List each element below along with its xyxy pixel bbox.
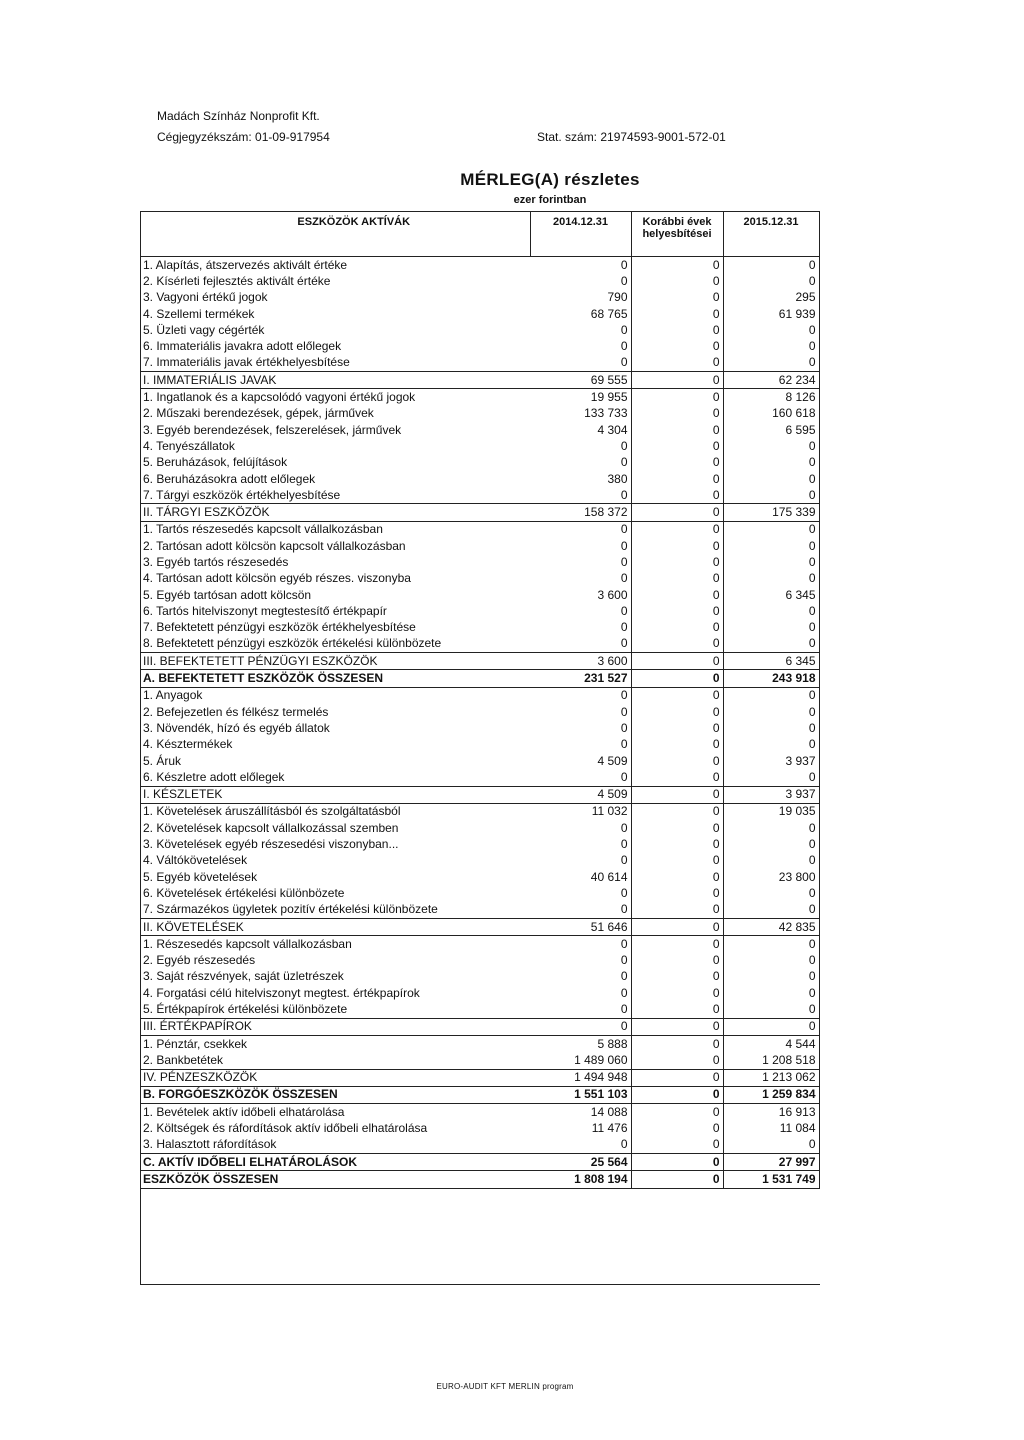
- table-row: [141, 1052, 819, 1069]
- row-label: 1. Ingatlanok és a kapcsolódó vagyoni értékű jogok: [143, 390, 416, 405]
- value-2014: 69 555: [530, 372, 631, 389]
- value-adjustment: 0: [631, 290, 723, 306]
- value-2015: 1 213 062: [723, 1069, 819, 1086]
- value-2015: 4 544: [723, 1035, 819, 1052]
- row-label: 6. Tartós hitelviszonyt megtestesítő értékpapír: [143, 603, 387, 618]
- table-row: [141, 587, 819, 603]
- value-2014: 0: [530, 438, 631, 454]
- value-2015: 0: [723, 985, 819, 1001]
- row-label: 7. Származékos ügyletek pozitív értékelési különbözete: [143, 902, 438, 917]
- value-adjustment: 0: [631, 322, 723, 338]
- value-2015: 0: [723, 952, 819, 968]
- value-2014: 0: [530, 636, 631, 653]
- value-adjustment: 0: [631, 1086, 723, 1103]
- table-row: [141, 704, 819, 720]
- value-2014: 0: [530, 521, 631, 538]
- row-label: 5. Áruk: [143, 753, 182, 768]
- value-2014: 19 955: [530, 389, 631, 406]
- row-label: 6. Beruházásokra adott előlegek: [143, 471, 316, 486]
- value-adjustment: 0: [631, 836, 723, 852]
- table-row: [141, 438, 819, 454]
- row-label: 4. Tartósan adott kölcsön egyéb részes. viszonyba: [143, 571, 411, 586]
- value-2015: 0: [723, 969, 819, 985]
- table-row: [141, 406, 819, 422]
- value-2015: 0: [723, 885, 819, 901]
- value-2015: 16 913: [723, 1104, 819, 1121]
- value-adjustment: 0: [631, 1018, 723, 1035]
- row-label: II. KÖVETELÉSEK: [141, 918, 530, 935]
- row-label: 4. Forgatási célú hitelviszonyt megtest. értékpapírok: [143, 985, 420, 1000]
- value-2014: 0: [530, 704, 631, 720]
- value-2014: 1 494 948: [530, 1069, 631, 1086]
- value-2014: 0: [530, 257, 631, 274]
- value-adjustment: 0: [631, 753, 723, 769]
- value-adjustment: 0: [631, 1137, 723, 1154]
- row-label: 5. Értékpapírok értékelési különbözete: [143, 1002, 348, 1016]
- value-2015: 3 937: [723, 753, 819, 769]
- table-row: [141, 1035, 819, 1052]
- value-2015: 0: [723, 704, 819, 720]
- value-2014: 231 527: [530, 670, 631, 687]
- table-row: [141, 636, 819, 653]
- footer-program: EURO-AUDIT KFT MERLIN program: [436, 1382, 574, 1391]
- value-adjustment: 0: [631, 338, 723, 354]
- value-adjustment: 0: [631, 1120, 723, 1136]
- table-row: [141, 969, 819, 985]
- value-adjustment: 0: [631, 521, 723, 538]
- table-row: [141, 1137, 819, 1154]
- value-2014: 0: [530, 620, 631, 636]
- row-label: 2. Tartósan adott kölcsön kapcsolt vállalkozásban: [143, 538, 406, 553]
- table-row: [141, 820, 819, 836]
- row-label: 1. Alapítás, átszervezés aktivált értéke: [143, 257, 348, 272]
- value-2014: 0: [530, 273, 631, 289]
- value-2014: 0: [530, 885, 631, 901]
- row-label: III. BEFEKTETETT PÉNZÜGYI ESZKÖZÖK: [141, 653, 530, 670]
- row-label: 3. Követelések egyéb részesedési viszonyban...: [143, 837, 399, 852]
- row-label: 3. Vagyoni értékű jogok: [143, 290, 268, 305]
- row-label: 2. Kísérleti fejlesztés aktivált értéke: [143, 273, 331, 288]
- table-row: [141, 985, 819, 1001]
- row-label: B. FORGÓESZKÖZÖK ÖSSZESEN: [141, 1086, 530, 1103]
- table-row: [141, 554, 819, 570]
- value-2015: 0: [723, 487, 819, 504]
- total-row: [141, 1171, 819, 1188]
- row-label: 1. Anyagok: [143, 688, 203, 703]
- value-adjustment: 0: [631, 1035, 723, 1052]
- value-2014: 158 372: [530, 504, 631, 521]
- value-2015: 3 937: [723, 786, 819, 803]
- row-label: 5. Egyéb követelések: [143, 869, 258, 884]
- row-label: 3. Halasztott ráfordítások: [143, 1137, 277, 1152]
- row-label: 4. Tenyészállatok: [143, 438, 235, 453]
- subtotal-row: [141, 372, 819, 389]
- value-adjustment: 0: [631, 1001, 723, 1018]
- row-label: 8. Befektetett pénzügyi eszközök értékelési különbözete: [143, 636, 442, 651]
- table-row: [141, 885, 819, 901]
- value-2015: 0: [723, 1018, 819, 1035]
- value-adjustment: 0: [631, 422, 723, 438]
- table-row: [141, 869, 819, 885]
- value-2015: 0: [723, 355, 819, 372]
- value-2015: 0: [723, 620, 819, 636]
- value-2014: 0: [530, 936, 631, 953]
- value-2014: 0: [530, 836, 631, 852]
- value-2014: 14 088: [530, 1104, 631, 1121]
- value-2015: 0: [723, 521, 819, 538]
- value-2015: 0: [723, 338, 819, 354]
- value-adjustment: 0: [631, 918, 723, 935]
- value-2015: 0: [723, 603, 819, 619]
- value-2014: 11 476: [530, 1120, 631, 1136]
- table-row: [141, 257, 819, 274]
- table-row: [141, 355, 819, 372]
- value-2014: 0: [530, 538, 631, 554]
- value-2014: 4 509: [530, 786, 631, 803]
- value-2014: 5 888: [530, 1035, 631, 1052]
- column-header-adjustments: Korábbi évek helyesbítései: [631, 212, 723, 257]
- table-row: [141, 1001, 819, 1018]
- table-row: [141, 471, 819, 487]
- value-adjustment: 0: [631, 653, 723, 670]
- value-adjustment: 0: [631, 704, 723, 720]
- value-adjustment: 0: [631, 355, 723, 372]
- value-2015: 0: [723, 737, 819, 753]
- row-label: 3. Egyéb tartós részesedés: [143, 554, 289, 569]
- value-adjustment: 0: [631, 687, 723, 704]
- value-2015: 42 835: [723, 918, 819, 935]
- column-header-current-year: 2015.12.31: [723, 212, 819, 257]
- value-2015: 295: [723, 290, 819, 306]
- value-2015: 0: [723, 273, 819, 289]
- value-2015: 0: [723, 257, 819, 274]
- table-row: [141, 803, 819, 820]
- value-adjustment: 0: [631, 1052, 723, 1069]
- row-label: 2. Műszaki berendezések, gépek, járművek: [143, 406, 374, 421]
- value-adjustment: 0: [631, 306, 723, 322]
- value-adjustment: 0: [631, 985, 723, 1001]
- table-row: [141, 322, 819, 338]
- row-label: IV. PÉNZESZKÖZÖK: [141, 1069, 530, 1086]
- value-2014: 0: [530, 554, 631, 570]
- total-row: [141, 1086, 819, 1103]
- row-label: 6. Követelések értékelési különbözete: [143, 885, 345, 900]
- value-adjustment: 0: [631, 670, 723, 687]
- value-2014: 51 646: [530, 918, 631, 935]
- table-header-row: [141, 212, 819, 257]
- row-label: 1. Bevételek aktív időbeli elhatárolása: [143, 1104, 345, 1119]
- table-row: [141, 455, 819, 471]
- value-2015: 6 595: [723, 422, 819, 438]
- value-2014: 790: [530, 290, 631, 306]
- value-2014: 0: [530, 338, 631, 354]
- document-title: MÉRLEG(A) részletes: [460, 170, 640, 189]
- value-adjustment: 0: [631, 538, 723, 554]
- value-2014: 4 509: [530, 753, 631, 769]
- value-adjustment: 0: [631, 902, 723, 919]
- value-2015: 19 035: [723, 803, 819, 820]
- value-2014: 3 600: [530, 653, 631, 670]
- value-2014: 0: [530, 487, 631, 504]
- value-adjustment: 0: [631, 587, 723, 603]
- value-2014: 133 733: [530, 406, 631, 422]
- value-adjustment: 0: [631, 487, 723, 504]
- value-2015: 0: [723, 1001, 819, 1018]
- subtotal-row: [141, 504, 819, 521]
- value-2015: 8 126: [723, 389, 819, 406]
- table-row: [141, 936, 819, 953]
- value-2014: 380: [530, 471, 631, 487]
- value-2014: 4 304: [530, 422, 631, 438]
- value-2015: 0: [723, 571, 819, 587]
- table-row: [141, 952, 819, 968]
- row-label: A. BEFEKTETETT ESZKÖZÖK ÖSSZESEN: [141, 670, 530, 687]
- table-row: [141, 620, 819, 636]
- value-2014: 0: [530, 720, 631, 736]
- row-label: 4. Szellemi termékek: [143, 306, 255, 321]
- value-2015: 1 208 518: [723, 1052, 819, 1069]
- value-2015: 6 345: [723, 653, 819, 670]
- value-2014: 3 600: [530, 587, 631, 603]
- table-row: [141, 769, 819, 786]
- value-adjustment: 0: [631, 603, 723, 619]
- value-2014: 0: [530, 571, 631, 587]
- column-header-assets: ESZKÖZÖK AKTÍVÁK: [141, 212, 530, 257]
- value-2015: 175 339: [723, 504, 819, 521]
- table-row: [141, 603, 819, 619]
- subtotal-row: [141, 1069, 819, 1086]
- value-2015: 0: [723, 1137, 819, 1154]
- total-row: [141, 1154, 819, 1171]
- value-adjustment: 0: [631, 554, 723, 570]
- value-2015: 0: [723, 902, 819, 919]
- table-row: [141, 687, 819, 704]
- table-body: [141, 257, 819, 1189]
- value-adjustment: 0: [631, 936, 723, 953]
- value-adjustment: 0: [631, 1069, 723, 1086]
- row-label: 5. Beruházások, felújítások: [143, 455, 288, 470]
- table-row: [141, 1120, 819, 1136]
- value-2014: 0: [530, 853, 631, 869]
- value-2014: 1 551 103: [530, 1086, 631, 1103]
- value-2014: 68 765: [530, 306, 631, 322]
- table-row: [141, 737, 819, 753]
- total-row: [141, 670, 819, 687]
- row-label: 5. Üzleti vagy cégérték: [143, 322, 265, 337]
- row-label: 1. Részesedés kapcsolt vállalkozásban: [143, 936, 352, 951]
- value-2014: 0: [530, 1001, 631, 1018]
- value-adjustment: 0: [631, 438, 723, 454]
- value-2014: 0: [530, 322, 631, 338]
- row-label: 4. Késztermékek: [143, 737, 233, 752]
- value-adjustment: 0: [631, 952, 723, 968]
- subtotal-row: [141, 1018, 819, 1035]
- row-label: I. KÉSZLETEK: [141, 786, 530, 803]
- value-2015: 0: [723, 936, 819, 953]
- value-2015: 0: [723, 769, 819, 786]
- value-2014: 0: [530, 820, 631, 836]
- table-row: [141, 1104, 819, 1121]
- row-label: 5. Egyéb tartósan adott kölcsön: [143, 587, 312, 602]
- row-label: 3. Egyéb berendezések, felszerelések, járművek: [143, 422, 402, 437]
- row-label: 6. Immateriális javakra adott előlegek: [143, 339, 342, 354]
- table-row: [141, 521, 819, 538]
- value-2015: 6 345: [723, 587, 819, 603]
- value-adjustment: 0: [631, 820, 723, 836]
- value-adjustment: 0: [631, 372, 723, 389]
- value-adjustment: 0: [631, 737, 723, 753]
- value-2015: 0: [723, 455, 819, 471]
- value-2014: 0: [530, 455, 631, 471]
- table-row: [141, 306, 819, 322]
- row-label: 6. Készletre adott előlegek: [143, 769, 285, 784]
- value-2014: 1 489 060: [530, 1052, 631, 1069]
- value-2014: 0: [530, 769, 631, 786]
- table-row: [141, 753, 819, 769]
- row-label: 1. Követelések áruszállításból és szolgáltatásból: [143, 804, 401, 819]
- value-2014: 0: [530, 687, 631, 704]
- value-2015: 61 939: [723, 306, 819, 322]
- value-2015: 0: [723, 636, 819, 653]
- value-2014: 0: [530, 952, 631, 968]
- value-adjustment: 0: [631, 1154, 723, 1171]
- row-label: 2. Költségek és ráfordítások aktív időbeli elhatárolása: [143, 1121, 428, 1136]
- value-2014: 0: [530, 603, 631, 619]
- value-2014: 40 614: [530, 869, 631, 885]
- row-label: 4. Váltókövetelések: [143, 853, 248, 868]
- value-adjustment: 0: [631, 504, 723, 521]
- value-adjustment: 0: [631, 1104, 723, 1121]
- row-label: 3. Növendék, hízó és egyéb állatok: [143, 720, 330, 735]
- row-label: C. AKTÍV IDŐBELI ELHATÁROLÁSOK: [141, 1154, 530, 1171]
- value-2014: 0: [530, 985, 631, 1001]
- stat-number: Stat. szám: 21974593-9001-572-01: [537, 130, 726, 144]
- value-2014: 25 564: [530, 1154, 631, 1171]
- value-adjustment: 0: [631, 455, 723, 471]
- value-2015: 1 531 749: [723, 1171, 819, 1188]
- value-adjustment: 0: [631, 969, 723, 985]
- value-adjustment: 0: [631, 853, 723, 869]
- row-label: II. TÁRGYI ESZKÖZÖK: [141, 504, 530, 521]
- value-2014: 0: [530, 737, 631, 753]
- value-2015: 0: [723, 836, 819, 852]
- subtotal-row: [141, 786, 819, 803]
- table-row: [141, 338, 819, 354]
- row-label: 7. Immateriális javak értékhelyesbítése: [143, 355, 350, 370]
- value-adjustment: 0: [631, 1171, 723, 1188]
- value-2014: 0: [530, 969, 631, 985]
- value-2015: 0: [723, 322, 819, 338]
- table-row: [141, 538, 819, 554]
- value-adjustment: 0: [631, 406, 723, 422]
- row-label: 1. Tartós részesedés kapcsolt vállalkozásban: [143, 522, 383, 537]
- value-adjustment: 0: [631, 389, 723, 406]
- row-label: 2. Bankbetétek: [143, 1052, 224, 1067]
- value-2015: 0: [723, 554, 819, 570]
- row-label: III. ÉRTÉKPAPÍROK: [141, 1018, 530, 1035]
- value-2015: 0: [723, 538, 819, 554]
- currency-unit: ezer forintban: [513, 194, 587, 206]
- row-label: 7. Befektetett pénzügyi eszközök értékhelyesbítése: [143, 620, 416, 635]
- table-row: [141, 571, 819, 587]
- row-label: 7. Tárgyi eszközök értékhelyesbítése: [143, 487, 341, 502]
- row-label: 2. Egyéb részesedés: [143, 953, 256, 968]
- table-row: [141, 487, 819, 504]
- row-label: 1. Pénztár, csekkek: [143, 1036, 248, 1051]
- subtotal-row: [141, 918, 819, 935]
- table-row: [141, 853, 819, 869]
- value-adjustment: 0: [631, 786, 723, 803]
- value-adjustment: 0: [631, 273, 723, 289]
- value-2015: 160 618: [723, 406, 819, 422]
- balance-sheet-table: [141, 212, 820, 1189]
- value-2014: 1 808 194: [530, 1171, 631, 1188]
- row-label: 2. Követelések kapcsolt vállalkozással szemben: [143, 820, 399, 835]
- value-2014: 0: [530, 355, 631, 372]
- value-2015: 0: [723, 687, 819, 704]
- value-2015: 0: [723, 720, 819, 736]
- company-name: Madách Színház Nonprofit Kft.: [157, 109, 320, 123]
- row-label: I. IMMATERIÁLIS JAVAK: [141, 372, 530, 389]
- table-row: [141, 836, 819, 852]
- table-row: [141, 720, 819, 736]
- table-row: [141, 389, 819, 406]
- row-label: 2. Befejezetlen és félkész termelés: [143, 704, 329, 719]
- row-label: ESZKÖZÖK ÖSSZESEN: [141, 1171, 530, 1188]
- value-2015: 23 800: [723, 869, 819, 885]
- registration-number: Cégjegyzékszám: 01-09-917954: [157, 130, 330, 144]
- row-label: 3. Saját részvények, saját üzletrészek: [143, 969, 344, 984]
- value-adjustment: 0: [631, 471, 723, 487]
- value-adjustment: 0: [631, 869, 723, 885]
- value-2015: 0: [723, 438, 819, 454]
- value-adjustment: 0: [631, 620, 723, 636]
- table-row: [141, 273, 819, 289]
- value-2015: 0: [723, 820, 819, 836]
- value-adjustment: 0: [631, 769, 723, 786]
- value-adjustment: 0: [631, 720, 723, 736]
- subtotal-row: [141, 653, 819, 670]
- value-2015: 11 084: [723, 1120, 819, 1136]
- table-row: [141, 422, 819, 438]
- value-2015: 1 259 834: [723, 1086, 819, 1103]
- value-2015: 0: [723, 471, 819, 487]
- value-2014: 0: [530, 1018, 631, 1035]
- value-adjustment: 0: [631, 803, 723, 820]
- value-2014: 0: [530, 1137, 631, 1154]
- value-adjustment: 0: [631, 636, 723, 653]
- value-2015: 243 918: [723, 670, 819, 687]
- value-adjustment: 0: [631, 571, 723, 587]
- value-2014: 0: [530, 902, 631, 919]
- table-row: [141, 290, 819, 306]
- value-2014: 11 032: [530, 803, 631, 820]
- table-row: [141, 902, 819, 919]
- value-adjustment: 0: [631, 885, 723, 901]
- value-2015: 27 997: [723, 1154, 819, 1171]
- column-header-prev-year: 2014.12.31: [530, 212, 631, 257]
- value-adjustment: 0: [631, 257, 723, 274]
- value-2015: 0: [723, 853, 819, 869]
- value-2015: 62 234: [723, 372, 819, 389]
